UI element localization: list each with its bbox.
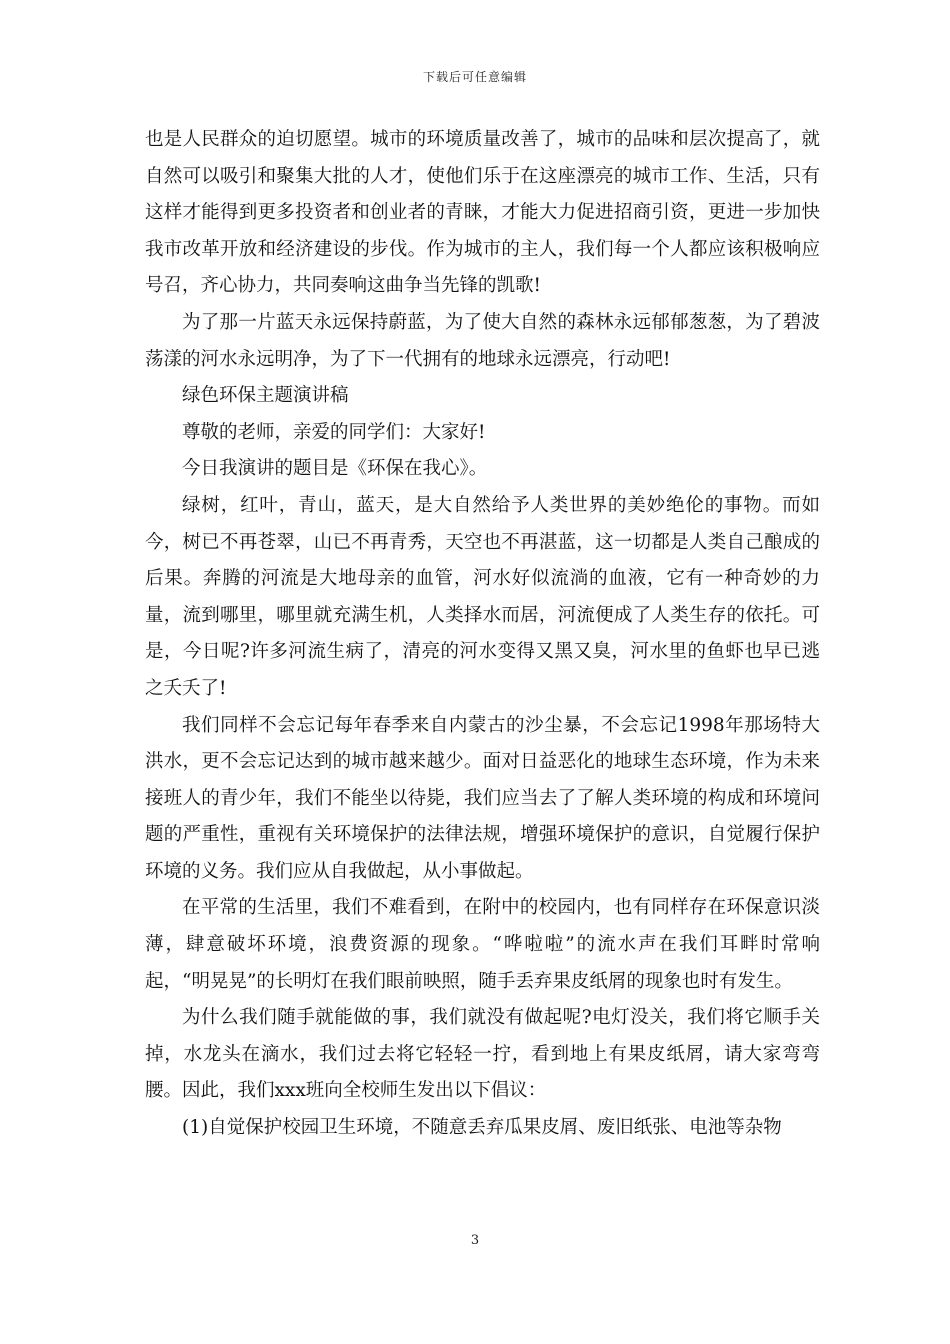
proposal-item-1: (1)自觉保护校园卫生环境，不随意丢弃瓜果皮屑、废旧纸张、电池等杂物 [182, 1117, 782, 1139]
greeting: 尊敬的老师，亲爱的同学们：大家好! [182, 421, 486, 443]
page-number: 3 [470, 1233, 480, 1248]
paragraph-6: 绿树，红叶，青山，蓝天，是大自然给予人类世界的美妙绝伦的事物。而如今，树已不再苍翠，山已不再青秀，天空也不再湛蓝，这一切都是人类自己酿成的后果。奔腾的河流是大地母亲的血管，河水好似流淌的血液，它有一种奇妙的力量，流到哪里，哪里就充满生机，人类择水而居，河流便成了人类生存的依托。可是，今日呢?许多河流生病了，清亮的河水变得又黑又臭，河水里的鱼虾也早已逃之夭夭了! [145, 494, 820, 699]
page-header: 下载后可任意编辑 [422, 70, 527, 84]
document-body [145, 122, 820, 1147]
paragraph-2: 为了那一片蓝天永远保持蔚蓝，为了使大自然的森林永远郁郁葱葱，为了碧波荡漾的河水永远明净，为了下一代拥有的地球永远漂亮，行动吧! [145, 311, 820, 370]
section-title: 绿色环保主题演讲稿 [182, 385, 349, 407]
paragraph-9: 为什么我们随手就能做的事，我们就没有做起呢?电灯没关，我们将它顺手关掉，水龙头在滴水，我们过去将它轻轻一拧，看到地上有果皮纸屑，请大家弯弯腰。因此，我们xxx班向全校师生发出以下倡议： [145, 1007, 820, 1102]
speech-topic: 今日我演讲的题目是《环保在我心》。 [182, 458, 488, 480]
paragraph-8: 在平常的生活里，我们不难看到，在附中的校园内，也有同样存在环保意识淡薄，肆意破坏环境，浪费资源的现象。“哗啦啦”的流水声在我们耳畔时常响起，“明晃晃”的长明灯在我们眼前映照，随手丢弃果皮纸屑的现象也时有发生。 [145, 897, 820, 992]
paragraph-7: 我们同样不会忘记每年春季来自内蒙古的沙尘暴，不会忘记1998年那场特大洪水，更不会忘记达到的城市越来越少。面对日益恶化的地球生态环境，作为未来接班人的青少年，我们不能坐以待毙，我们应当去了了解人类环境的构成和环境问题的严重性，重视有关环境保护的法律法规，增强环境保护的意识，自觉履行保护环境的义务。我们应从自我做起，从小事做起。 [145, 714, 820, 882]
paragraph-1: 也是人民群众的迫切愿望。城市的环境质量改善了，城市的品味和层次提高了，就自然可以吸引和聚集大批的人才，使他们乐于在这座漂亮的城市工作、生活，只有这样才能得到更多投资者和创业者的青睐，才能大力促进招商引资，更进一步加快我市改革开放和经济建设的步伐。作为城市的主人，我们每一个人都应该积极响应号召，齐心协力，共同奏响这曲争当先锋的凯歌! [145, 129, 820, 297]
